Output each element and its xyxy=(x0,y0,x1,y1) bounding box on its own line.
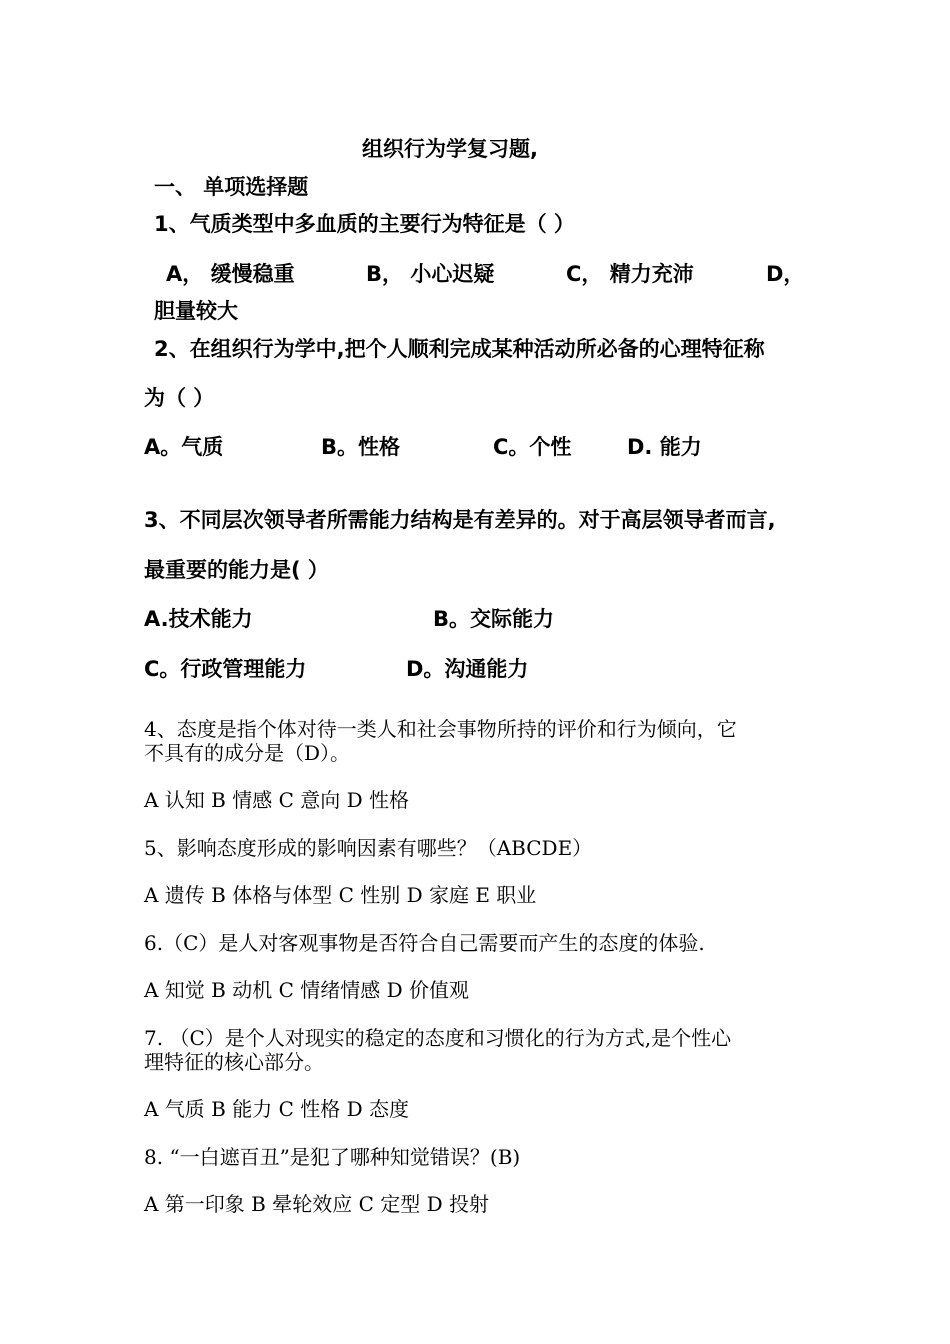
q5-stem: 5、影响态度形成的影响因素有哪些？（ABCDE） xyxy=(144,836,593,860)
q2-stem-line2: 为（ ） xyxy=(144,386,215,410)
q7-options: A 气质 B 能力 C 性格 D 态度 xyxy=(144,1097,409,1121)
q4-stem-line2: 不具有的成分是（D）。 xyxy=(144,741,351,765)
q8-options: A 第一印象 B 晕轮效应 C 定型 D 投射 xyxy=(144,1192,489,1216)
q1-option-b: B， 小心迟疑 xyxy=(366,262,495,286)
q1-stem: 1、气质类型中多血质的主要行为特征是（ ） xyxy=(154,212,575,236)
q5-options: A 遗传 B 体格与体型 C 性别 D 家庭 E 职业 xyxy=(144,883,537,907)
q2-option-c: C。个性 xyxy=(493,435,572,459)
q4-stem-line1: 4、态度是指个体对待一类人和社会事物所持的评价和行为倾向，它 xyxy=(144,717,737,741)
q3-option-d: D。沟通能力 xyxy=(406,657,529,681)
q8-stem: 8. “一白遮百丑”是犯了哪种知觉错误？(B) xyxy=(144,1145,521,1169)
q1-option-d-text: 胆量较大 xyxy=(154,299,238,323)
q6-stem: 6.（C）是人对客观事物是否符合自己需要而产生的态度的体验. xyxy=(144,931,705,955)
q2-option-b: B。性格 xyxy=(321,435,401,459)
q3-option-b: B。交际能力 xyxy=(433,607,555,631)
q2-option-a: A。气质 xyxy=(144,435,224,459)
q1-option-c: C， 精力充沛 xyxy=(566,262,694,286)
q2-option-d: D. 能力 xyxy=(627,435,702,459)
q2-stem-line1: 2、在组织行为学中,把个人顺利完成某种活动所必备的心理特征称 xyxy=(154,337,765,361)
q3-stem-line2: 最重要的能力是( ） xyxy=(144,558,329,582)
q3-stem-line1: 3、不同层次领导者所需能力结构是有差异的。对于高层领导者而言, xyxy=(144,508,776,532)
q1-option-d-letter: D， xyxy=(766,262,805,286)
q3-option-c: C。行政管理能力 xyxy=(144,657,307,681)
document-title: 组织行为学复习题, xyxy=(362,137,538,161)
section-heading: 一、 单项选择题 xyxy=(154,175,309,199)
q7-stem-line1: 7. （C）是个人对现实的稳定的态度和习惯化的行为方式,是个性心 xyxy=(144,1026,732,1050)
q1-option-a: A， 缓慢稳重 xyxy=(166,262,295,286)
q7-stem-line2: 理特征的核心部分。 xyxy=(144,1050,324,1074)
q6-options: A 知觉 B 动机 C 情绪情感 D 价值观 xyxy=(144,978,469,1002)
q4-options: A 认知 B 情感 C 意向 D 性格 xyxy=(144,788,409,812)
q3-option-a: A.技术能力 xyxy=(144,607,253,631)
